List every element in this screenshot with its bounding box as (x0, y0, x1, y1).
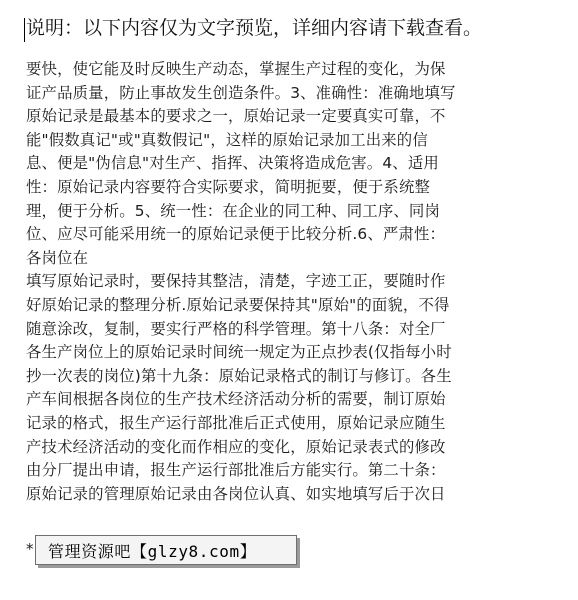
source-watermark-badge (35, 535, 297, 565)
paragraph-line: 随意涂改，复制，要实行严格的科学管理。第十八条：对全厂 (26, 319, 446, 338)
truncated-line-fragment: * (26, 540, 34, 558)
watermark-site: glzy8.com (147, 541, 240, 561)
watermark-bracket-open: 【 (131, 541, 148, 561)
paragraph-line: 各岗位在 (26, 248, 89, 267)
paragraph-line: 原始记录的管理原始记录由各岗位认真、如实地填写后于次日 (26, 484, 446, 503)
paragraph-line: 息、便是"伪信息"对生产、指挥、决策将造成危害。4、适用 (26, 154, 439, 173)
paragraph-line: 抄一次表的岗位)第十九条：原始记录格式的制订与修订。各生 (26, 366, 452, 385)
watermark-text (48, 539, 256, 562)
paragraph-line: 能"假数真记"或"真数假记"，这样的原始记录加工出来的信 (26, 130, 428, 149)
paragraph-line: 各生产岗位上的原始记录时间统一规定为正点抄表(仅指每小时 (26, 343, 452, 362)
paragraph-line: 要快，使它能及时反映生产动态，掌握生产过程的变化，为保 (26, 60, 446, 78)
paragraph-line: 填写原始记录时，要保持其整洁，清楚，字迹工正，要随时作 (26, 272, 446, 291)
text-cursor (24, 18, 25, 42)
paragraph-line: 好原始记录的整理分析.原始记录要保持其"原始"的面貌，不得 (26, 295, 450, 314)
watermark-label: 管理资源吧 (48, 541, 132, 561)
document-body (26, 58, 556, 506)
watermark-bracket-close: 】 (239, 541, 257, 561)
paragraph-line: 性：原始记录内容要符合实际要求，简明扼要，便于系统整 (26, 177, 431, 196)
paragraph-line: 位、应尽可能采用统一的原始记录便于比较分析.6、严肃性： (26, 225, 446, 244)
paragraph-line: 由分厂提出申请，报生产运行部批准后方能实行。第二十条： (26, 461, 446, 480)
paragraph-line: 原始记录是最基本的要求之一，原始记录一定要真实可靠，不 (26, 107, 446, 126)
paragraph-line: 产车间根据各岗位的生产技术经济活动分析的需要，制订原始 (26, 390, 446, 409)
paragraph-line: 证产品质量，防止事故发生创造条件。3、准确性：准确地填写 (26, 83, 456, 102)
paragraph-line: 产技术经济活动的变化而作相应的变化，原始记录表式的修改 (26, 437, 446, 456)
paragraph-line: 理，便于分析。5、统一性：在企业的同工种、同工序、同岗 (26, 201, 440, 220)
preview-notice: 说明：以下内容仅为文字预览，详细内容请下载查看。 (26, 17, 483, 39)
paragraph-line: 记录的格式，报生产运行部批准后正式使用，原始记录应随生 (26, 413, 446, 432)
